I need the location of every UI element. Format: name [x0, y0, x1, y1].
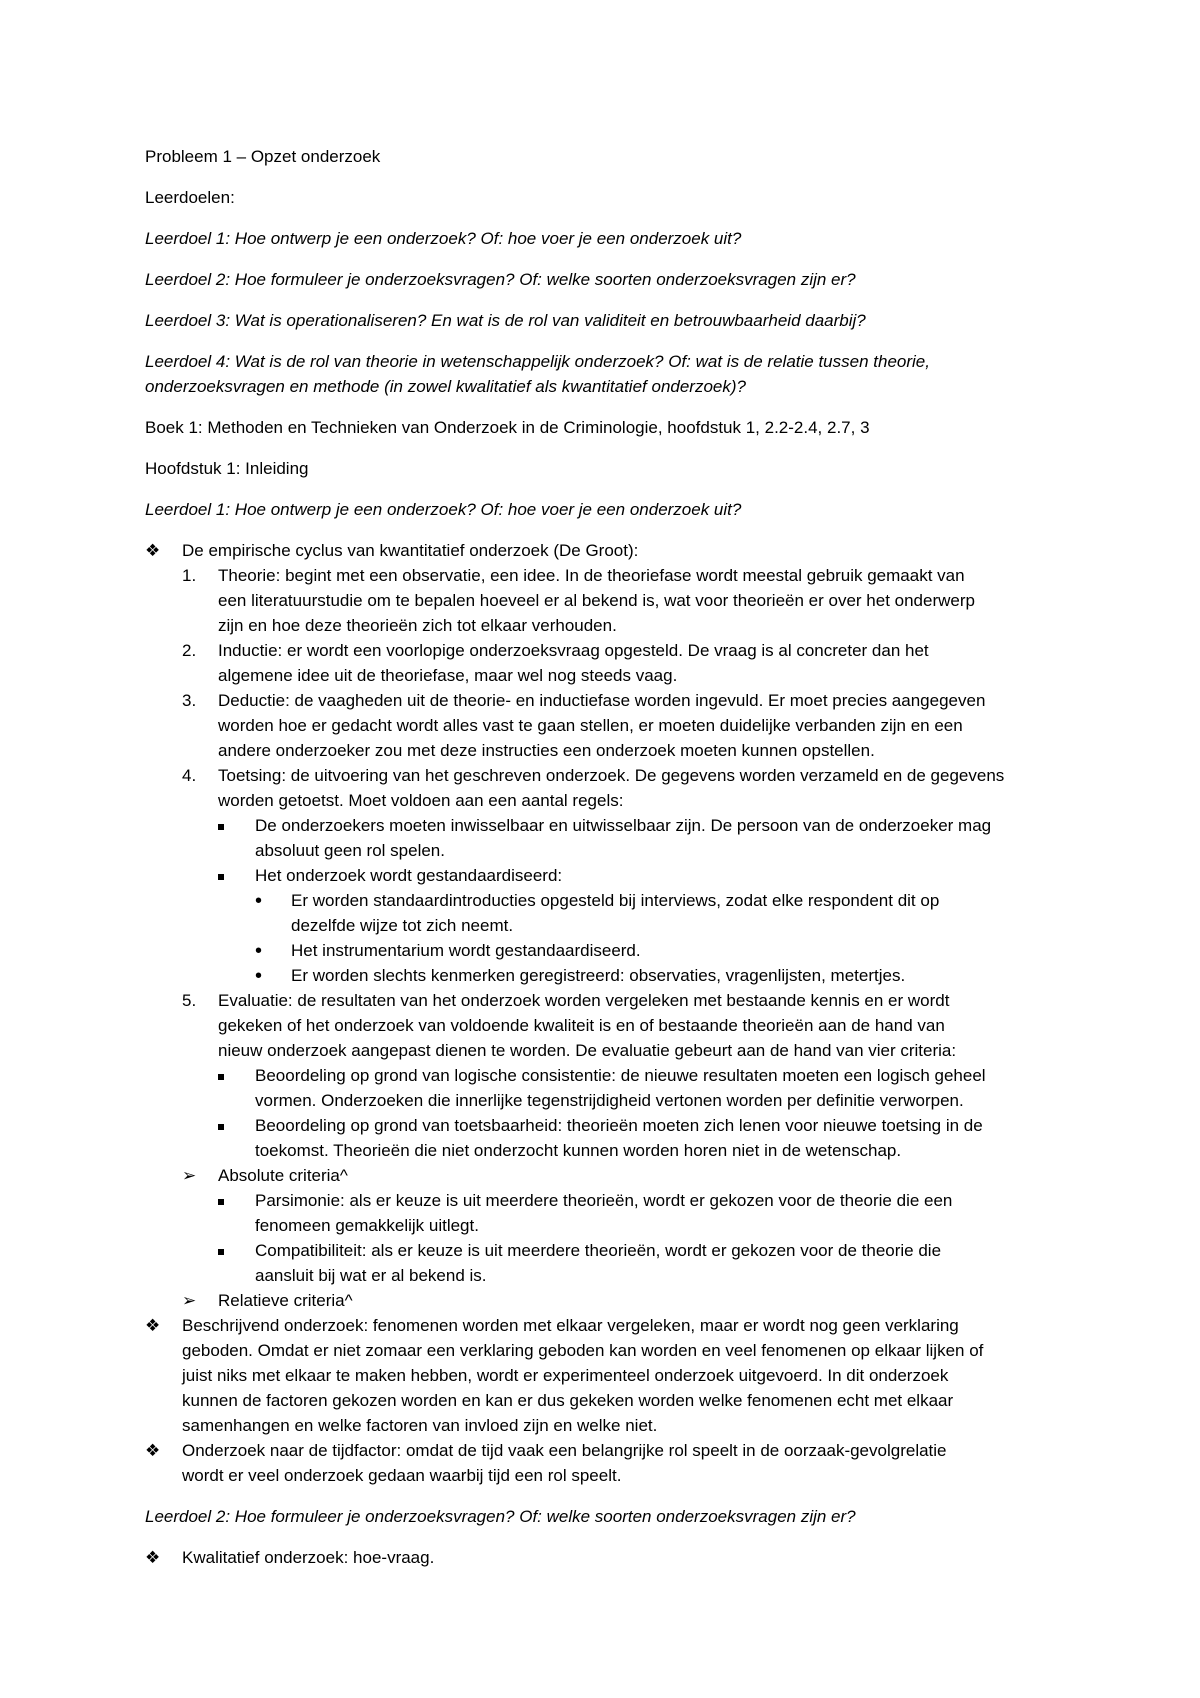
leerdoelen-heading: Leerdoelen: — [145, 188, 235, 207]
square-bullet-icon — [218, 1114, 224, 1138]
list-item: Beoordeling op grond van toetsbaarheid: theorieën moeten zich lenen voor nieuwe toetsing in de — [255, 1116, 983, 1135]
page-title: Probleem 1 – Opzet onderzoek — [145, 147, 381, 166]
list-item: andere onderzoeker zou met deze instructies een onderzoek moeten kunnen opstellen. — [218, 741, 875, 760]
list-item: nieuw onderzoek aangepast dienen te worden. De evaluatie gebeurt aan de hand van vier criteria: — [218, 1041, 957, 1060]
dot-bullet-icon: • — [255, 965, 263, 987]
leerdoel-4-line1: Leerdoel 4: Wat is de rol van theorie in wetenschappelijk onderzoek? Of: wat is de relatie tussen theorie, — [145, 352, 930, 371]
list-item: samenhangen en welke factoren van invloed zijn en welke niet. — [182, 1416, 658, 1435]
list-item: Kwalitatief onderzoek: hoe-vraag. — [182, 1548, 435, 1567]
list-item: worden getoetst. Moet voldoen aan een aantal regels: — [218, 791, 624, 810]
list-item: Evaluatie: de resultaten van het onderzoek worden vergeleken met bestaande kennis en er wordt — [218, 991, 950, 1010]
leerdoel-1-repeat: Leerdoel 1: Hoe ontwerp je een onderzoek? Of: hoe voer je een onderzoek uit? — [145, 500, 742, 519]
list-number: 3. — [182, 691, 197, 710]
list-item: Het onderzoek wordt gestandaardiseerd: — [255, 866, 563, 885]
list-item: kunnen de factoren gekozen worden en kan er dus gekeken worden welke fenomenen echt met elkaar — [182, 1391, 954, 1410]
square-bullet-icon — [218, 864, 224, 888]
hoofdstuk-heading: Hoofdstuk 1: Inleiding — [145, 459, 309, 478]
list-item: Het instrumentarium wordt gestandaardiseerd. — [291, 941, 641, 960]
boek-heading: Boek 1: Methoden en Technieken van Onderzoek in de Criminologie, hoofdstuk 1, 2.2-2.4, 2.7, 3 — [145, 418, 870, 437]
list-item: Beoordeling op grond van logische consistentie: de nieuwe resultaten moeten een logisch geheel — [255, 1066, 986, 1085]
list-item: wordt er veel onderzoek gedaan waarbij tijd een rol speelt. — [182, 1466, 622, 1485]
list-item: geboden. Omdat er niet zomaar een verklaring geboden kan worden en veel fenomenen op elkaar lijken of — [182, 1341, 984, 1360]
list-item: juist niks met elkaar te maken hebben, wordt er experimenteel onderzoek uitgevoerd. In dit onderzoek — [182, 1366, 949, 1385]
list-item: Compatibiliteit: als er keuze is uit meerdere theorieën, wordt er gekozen voor de theorie die — [255, 1241, 942, 1260]
leerdoel-2: Leerdoel 2: Hoe formuleer je onderzoeksvragen? Of: welke soorten onderzoeksvragen zijn er? — [145, 270, 856, 289]
list-item: Inductie: er wordt een voorlopige onderzoeksvraag opgesteld. De vraag is al concreter dan het — [218, 641, 929, 660]
square-bullet-icon — [218, 1064, 224, 1088]
leerdoel-2-repeat: Leerdoel 2: Hoe formuleer je onderzoeksvragen? Of: welke soorten onderzoeksvragen zijn er? — [145, 1507, 856, 1526]
square-bullet-icon — [218, 814, 224, 838]
list-item: toekomst. Theorieën die niet onderzocht kunnen worden horen niet in de wetenschap. — [255, 1141, 902, 1160]
list-number: 2. — [182, 641, 197, 660]
diamond-bullet-icon: ❖ — [145, 1441, 161, 1460]
list-item: Parsimonie: als er keuze is uit meerdere theorieën, wordt er gekozen voor de theorie die een — [255, 1191, 953, 1210]
list-item: aansluit bij wat er al bekend is. — [255, 1266, 487, 1285]
leerdoel-4-line2: onderzoeksvragen en methode (in zowel kwalitatief als kwantitatief onderzoek)? — [145, 377, 746, 396]
list-item: Beschrijvend onderzoek: fenomenen worden met elkaar vergeleken, maar er wordt nog geen verklaring — [182, 1316, 959, 1335]
list-item: Er worden standaardintroducties opgesteld bij interviews, zodat elke respondent dit op — [291, 891, 940, 910]
list-item: algemene idee uit de theoriefase, maar wel nog steeds vaag. — [218, 666, 678, 685]
square-bullet-icon — [218, 1189, 224, 1213]
diamond-bullet-icon: ❖ — [145, 541, 161, 560]
leerdoel-3: Leerdoel 3: Wat is operationaliseren? En wat is de rol van validiteit en betrouwbaarheid daarbij? — [145, 311, 866, 330]
list-item: dezelfde wijze tot zich neemt. — [291, 916, 514, 935]
list-item: zijn en hoe deze theorieën zich tot elkaar verhouden. — [218, 616, 617, 635]
list-item: Relatieve criteria^ — [218, 1291, 353, 1310]
list-item: Absolute criteria^ — [218, 1166, 348, 1185]
dot-bullet-icon: • — [255, 890, 263, 912]
diamond-bullet-icon: ❖ — [145, 1316, 161, 1335]
list-item: absoluut geen rol spelen. — [255, 841, 445, 860]
diamond-bullet-icon: ❖ — [145, 1548, 161, 1567]
list-item: vormen. Onderzoeken die innerlijke tegenstrijdigheid vertonen worden per definitie verworpen. — [255, 1091, 964, 1110]
list-item: Onderzoek naar de tijdfactor: omdat de tijd vaak een belangrijke rol speelt in de oorzaak-gevolgrelatie — [182, 1441, 947, 1460]
list-number: 5. — [182, 991, 197, 1010]
list-number: 4. — [182, 766, 197, 785]
list-item: Theorie: begint met een observatie, een idee. In de theoriefase wordt meestal gebruik gemaakt van — [218, 566, 965, 585]
list-item: Deductie: de vaagheden uit de theorie- en inductiefase worden ingevuld. Er moet precies aangegeven — [218, 691, 986, 710]
arrow-bullet-icon: ➢ — [182, 1291, 197, 1310]
list-item: gekeken of het onderzoek van voldoende kwaliteit is en of bestaande theorieën aan de hand van — [218, 1016, 945, 1035]
cyclus-heading: De empirische cyclus van kwantitatief onderzoek (De Groot): — [182, 541, 639, 560]
square-bullet-icon — [218, 1239, 224, 1263]
list-item: Er worden slechts kenmerken geregistreerd: observaties, vragenlijsten, metertjes. — [291, 966, 906, 985]
leerdoel-1: Leerdoel 1: Hoe ontwerp je een onderzoek? Of: hoe voer je een onderzoek uit? — [145, 229, 742, 248]
list-number: 1. — [182, 566, 197, 585]
arrow-bullet-icon: ➢ — [182, 1166, 197, 1185]
list-item: De onderzoekers moeten inwisselbaar en uitwisselbaar zijn. De persoon van de onderzoeker mag — [255, 816, 992, 835]
list-item: fenomeen gemakkelijk uitlegt. — [255, 1216, 479, 1235]
list-item: een literatuurstudie om te bepalen hoeveel er al bekend is, wat voor theorieën er over het onderwerp — [218, 591, 975, 610]
dot-bullet-icon: • — [255, 940, 263, 962]
list-item: worden hoe er gedacht wordt alles vast te gaan stellen, er moeten duidelijke verbanden zijn en een — [218, 716, 963, 735]
list-item: Toetsing: de uitvoering van het geschreven onderzoek. De gegevens worden verzameld en de gegevens — [218, 766, 1005, 785]
